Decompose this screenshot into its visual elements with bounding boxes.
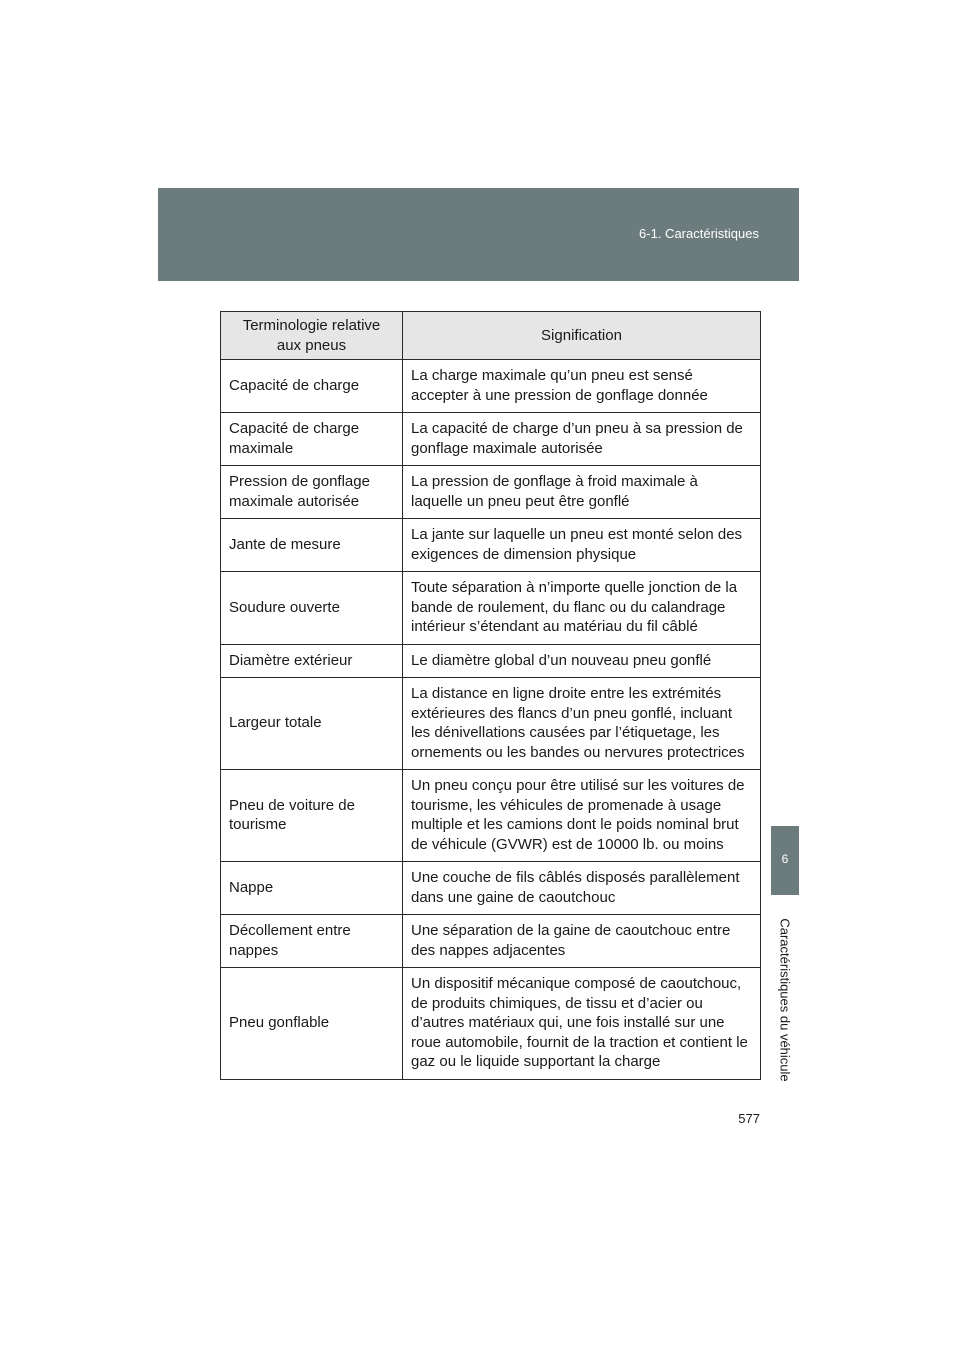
table-row <box>221 770 761 862</box>
term-cell: Jante de mesure <box>221 519 403 572</box>
term-cell: Pression de gonflage maximale autorisée <box>221 466 403 519</box>
table-row <box>221 572 761 645</box>
meaning-cell: Une séparation de la gaine de caoutchouc entre des nappes adjacentes <box>403 915 761 968</box>
term-cell: Décollement entre nappes <box>221 915 403 968</box>
term-cell: Soudure ouverte <box>221 572 403 645</box>
term-cell: Largeur totale <box>221 678 403 770</box>
meaning-cell: Une couche de fils câblés disposés parallèlement dans une gaine de caoutchouc <box>403 862 761 915</box>
term-cell: Capacité de charge <box>221 360 403 413</box>
term-cell: Nappe <box>221 862 403 915</box>
table-row <box>221 968 761 1080</box>
chapter-number: 6 <box>781 852 789 866</box>
term-cell: Diamètre extérieur <box>221 644 403 678</box>
table-row <box>221 519 761 572</box>
meaning-cell: Un pneu conçu pour être utilisé sur les voitures de tourisme, les véhicules de promenade à usage multiple et les camions dont le poids nominal brut de véhicule (GVWR) est de 10000 lb. ou moins <box>403 770 761 862</box>
table-row <box>221 360 761 413</box>
meaning-cell: Toute séparation à n’importe quelle jonction de la bande de roulement, du flanc ou du calandrage intérieur s’étendant au matériau du fil câblé <box>403 572 761 645</box>
table-row <box>221 678 761 770</box>
table-row <box>221 466 761 519</box>
term-cell: Pneu gonflable <box>221 968 403 1080</box>
column-header-term: Terminologie relative aux pneus <box>221 312 403 360</box>
meaning-cell: La jante sur laquelle un pneu est monté selon des exigences de dimension physique <box>403 519 761 572</box>
table-header-row <box>221 312 761 360</box>
column-header-meaning: Signification <box>403 312 761 360</box>
meaning-cell: La distance en ligne droite entre les extrémités extérieures des flancs d’un pneu gonflé, incluant les dénivellations causées par l’étiquetage, les ornements ou les bandes ou nervures protectrices <box>403 678 761 770</box>
term-cell: Pneu de voiture de tourisme <box>221 770 403 862</box>
table-row <box>221 915 761 968</box>
chapter-tab <box>771 826 799 895</box>
meaning-cell: La charge maximale qu’un pneu est sensé accepter à une pression de gonflage donnée <box>403 360 761 413</box>
table-row <box>221 644 761 678</box>
page-number: 577 <box>738 1111 760 1126</box>
chapter-label: Caractéristiques du véhicule <box>777 918 793 1082</box>
term-cell: Capacité de charge maximale <box>221 413 403 466</box>
meaning-cell: La capacité de charge d’un pneu à sa pression de gonflage maximale autorisée <box>403 413 761 466</box>
meaning-cell: Un dispositif mécanique composé de caoutchouc, de produits chimiques, de tissu et d’acier ou d’autres matériaux qui, une fois installé sur une roue automobile, fournit de la traction et contient le gaz ou le liquide supportant la charge <box>403 968 761 1080</box>
meaning-cell: Le diamètre global d’un nouveau pneu gonflé <box>403 644 761 678</box>
meaning-cell: La pression de gonflage à froid maximale à laquelle un pneu peut être gonflé <box>403 466 761 519</box>
table-row <box>221 862 761 915</box>
section-header-band <box>158 188 799 281</box>
section-title: 6-1. Caractéristiques <box>639 226 759 241</box>
table-row <box>221 413 761 466</box>
tire-terminology-table <box>220 311 761 1080</box>
